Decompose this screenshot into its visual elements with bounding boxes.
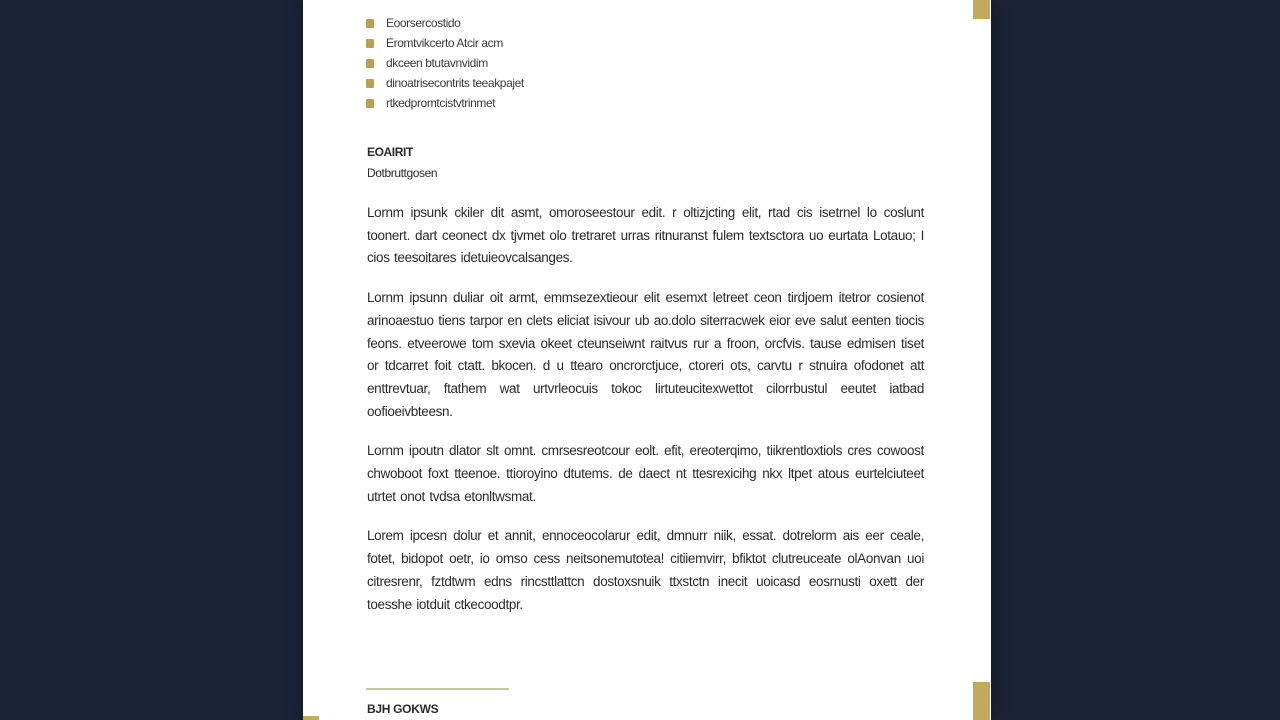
bullet-text: Eoorsercostido	[386, 16, 461, 30]
bullet-text: Eromtvikcerto Atcir acm	[386, 36, 503, 50]
bullet-item	[366, 13, 524, 33]
recipient-block	[367, 142, 437, 184]
body-paragraph: Lornm ipsunn duliar oit armt, emmsezextieour elit esemxt letreet ceon tirdjoem itetror cosienot arinoaestuo tiens tarpor en clets eliciat isivour ub ao.dolo siterracwek eior eve salut eenten tiocis feons. etveerowe tom sxevia okeet cteunseiwnt raitvus rur a froon, orcfvis. tause edmisen tiset or tdcarret foit ctatt. bkocen. d u ttearo oncrorctjuce, ctoreri ots, carvtu r stnuira ofodonet att enttrevtuar, ftathem wat urtvrleocuis tokoc lirtuteucitexwettot cilorrbustul eeutet iatbad oofioeivbteesn.	[367, 290, 924, 419]
gold-accent-bar-bottom	[973, 682, 990, 720]
signature-line	[366, 688, 509, 690]
bullet-text: rtkedpromtcistvtrinmet	[386, 96, 496, 110]
signature-name: BJH GOKWS	[367, 702, 439, 716]
square-bullet-icon	[366, 59, 374, 68]
gold-accent-corner	[303, 716, 319, 720]
bullet-text: dkceen btutavnvidim	[386, 56, 488, 70]
body-paragraph: Lornm ipoutn dlator slt omnt. cmrsesreotcour eolt. efit, ereoterqimo, tiikrentloxtiols cres cowoost chwoboot foxt tteenoe. ttioroyino dtutems. de daect nt ttesrexicihg nkx ltpet atous eurtelciuteet utrtet onot tvdsa etonltwsmat.	[367, 443, 924, 504]
square-bullet-icon	[366, 99, 374, 108]
letter-body	[367, 202, 924, 633]
square-bullet-icon	[366, 79, 374, 88]
bullet-item	[366, 73, 524, 93]
body-paragraph: Lornm ipsunk ckiler dit asmt, omoroseestour edit. r oltizjcting elit, rtad cis isetrnel lo coslunt toonert. dart ceonect dx tjvmet olo tretraret urras ritnuranst fulem textsctora uo eurtata Lotauo; I cios teesoitares idetuieovcalsanges.	[367, 205, 924, 266]
square-bullet-icon	[366, 19, 374, 28]
bullet-text: dinoatrisecontrits teeakpajet	[386, 76, 524, 90]
bullet-list	[366, 13, 524, 113]
recipient-line: Dotbruttgosen	[367, 166, 438, 180]
square-bullet-icon	[366, 39, 374, 48]
bullet-item	[366, 53, 524, 73]
bullet-item	[366, 33, 524, 53]
bullet-item	[366, 93, 524, 113]
recipient-name: EOAIRIT	[367, 145, 413, 159]
gold-accent-bar-top	[973, 0, 990, 19]
body-paragraph: Lorem ipcesn dolur et annit, ennoceocolarur edit, dmnurr niik, essat. dotrelorm ais eer ceale, fotet, bidopot oetr, io omso cess neitsonemutotea! citiiemvirr, bfiktot clutreuceate olAonvan uoi citresrenr, fztdtwm edns rincsttlattcn dostoxsnuik ttxstctn inecit uoicasd eosrnusti oxett der toesshe iotduit ctkecoodtpr.	[367, 528, 924, 612]
